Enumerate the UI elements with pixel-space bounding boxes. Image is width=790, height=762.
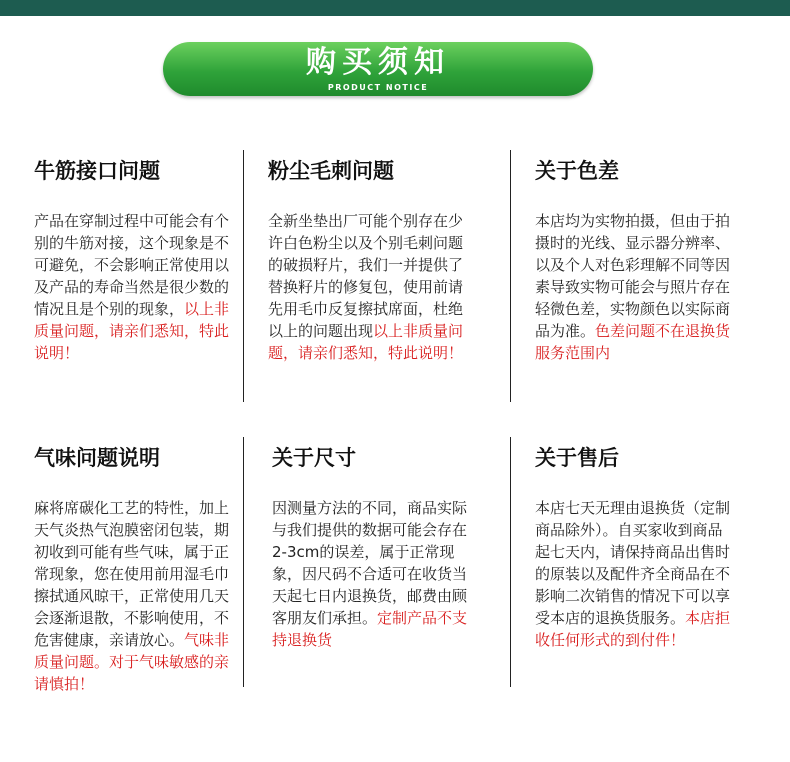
section-note: 以上非质量问题，请亲们悉知，特此说明！: [268, 322, 464, 362]
section-title: 关于售后: [535, 446, 619, 470]
section-text: 全新坐垫出厂可能个别存在少许白色粉尘以及个别毛刺问题的破损籽片，我们一并提供了替换籽片的修复包，使用前请先用毛巾反复擦拭席面，杜绝以上的问题出现: [268, 212, 464, 340]
section-title: 粉尘毛刺问题: [268, 159, 394, 183]
banner-subtitle: PRODUCT NOTICE: [327, 83, 429, 92]
section-body: [34, 210, 230, 364]
section-title: 气味问题说明: [34, 446, 160, 470]
section-note: 本店拒收任何形式的到付件！: [535, 609, 731, 649]
section-note: 色差问题不在退换货服务范围内: [535, 322, 731, 362]
section-dust-burr: [268, 158, 464, 364]
section-body: [535, 210, 731, 364]
section-text: 因测量方法的不同，商品实际与我们提供的数据可能会存在2-3cm的误差，属于正常现象，因尺码不合适可在收货当天起七日内退换货，邮费由顾客朋友们承担。: [272, 499, 468, 627]
column-divider: [243, 437, 244, 687]
section-text: 麻将席碳化工艺的特性，加上天气炎热气泡膜密闭包装，期初收到可能有些气味，属于正常现象，您在使用前用湿毛巾擦拭通风晾干，正常使用几天会逐渐退散，不影响使用，不危害健康，亲请放心。: [34, 499, 230, 649]
section-rubber-joint: [34, 158, 230, 364]
section-note: 定制产品不支持退换货: [272, 609, 468, 649]
notice-banner: [163, 42, 593, 96]
section-title: 牛筋接口问题: [34, 159, 160, 183]
section-after-sales: [535, 445, 731, 651]
section-body: [272, 497, 468, 651]
section-body: [535, 497, 731, 651]
section-note: 气味非质量问题。对于气味敏感的亲请慎拍！: [34, 631, 230, 693]
section-body: [268, 210, 464, 364]
section-text: 本店均为实物拍摄，但由于拍摄时的光线、显示器分辨率、以及个人对色彩理解不同等因素导致实物可能会与照片存在轻微色差，实物颜色以实际商品为准。: [535, 212, 731, 340]
section-body: [34, 497, 230, 695]
section-title: 关于尺寸: [272, 446, 356, 470]
column-divider: [510, 437, 511, 687]
section-text: 产品在穿制过程中可能会有个别的牛筋对接，这个现象是不可避免，不会影响正常使用以及产品的寿命当然是很少数的情况且是个别的现象，: [34, 212, 230, 318]
column-divider: [510, 150, 511, 402]
header-bar: [0, 0, 790, 16]
section-note: 以上非质量问题，请亲们悉知，特此说明！: [34, 300, 230, 362]
section-size: [272, 445, 468, 651]
banner-title: 购买须知: [306, 45, 450, 80]
column-divider: [243, 150, 244, 402]
section-title: 关于色差: [535, 159, 619, 183]
section-odor: [34, 445, 230, 695]
section-color-difference: [535, 158, 731, 364]
section-text: 本店七天无理由退换货（定制商品除外）。自买家收到商品起七天内，请保持商品出售时的原装以及配件齐全商品在不影响二次销售的情况下可以享受本店的退换货服务。: [535, 499, 731, 627]
